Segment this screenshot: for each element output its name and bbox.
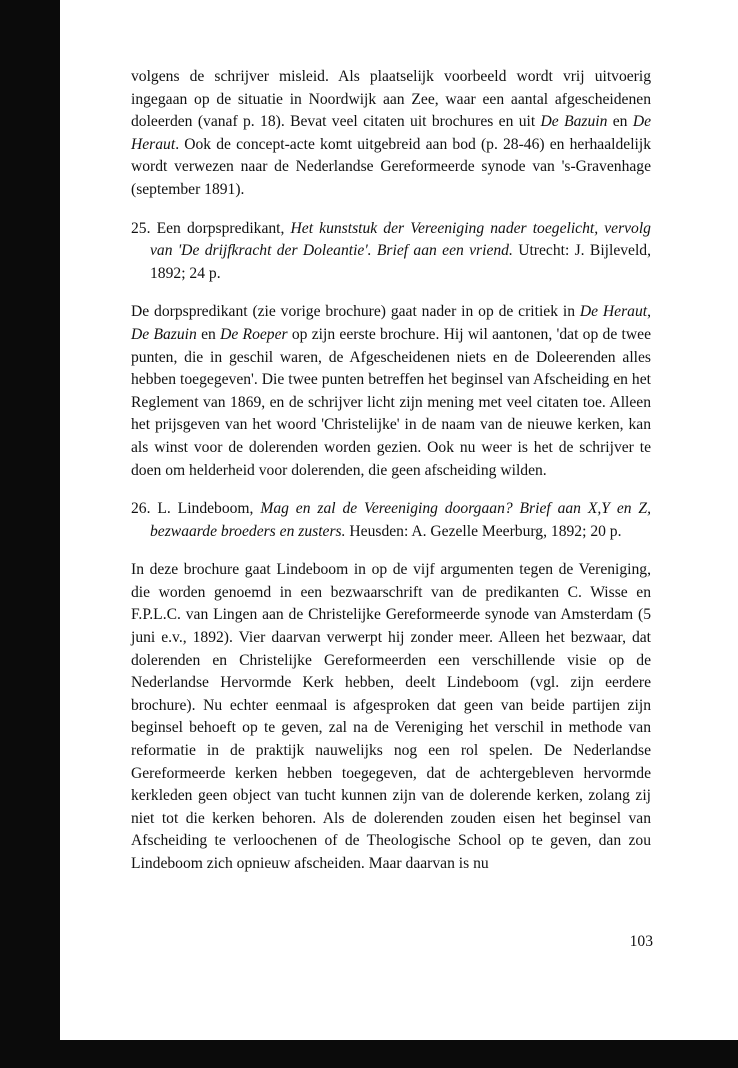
entry-imprint: Heusden: A. Gezelle Meerburg, 1892; 20 p. — [345, 522, 622, 540]
entry-number: 25. — [131, 219, 151, 237]
paragraph-annotation-25 — [131, 301, 651, 482]
text-run: en — [607, 113, 633, 131]
entry-author: L. Lindeboom, — [150, 500, 261, 518]
entry-number: 26. — [131, 500, 151, 518]
paragraph-annotation-26: In deze brochure gaat Lindeboom in op de vijf argumenten tegen de Vereniging, die worden genoemd in een bezwaarschrift van de predikanten C. Wisse en F.P.L.C. van Lingen aan de Christelijke Gereformeerde synode van Amsterdam (5 juni e.v., 1892). Vier daarvan verwerpt hij zonder meer. Alleen het bezwaar, dat dolerenden en Christelijke Gereformeerden een verschillende visie op de Nederlandse Hervormde Kerk hebben, deelt Lindeboom (vgl. zijn eerdere brochure). Nu echter eenmaal is afgesproken dat geen van beide partijen zijn beginsel behoeft op te geven, zal na de Vereniging het verschil in methode van reformatie in de praktijk nauwelijks nog een rol spelen. De Nederlandse Gereformeerde kerken hebben toegegeven, dat de achtergebleven hervormde kerkleden geen object van tucht kunnen zijn van de dolerende kerken, zolang zij niet tot die kerken behoren. Als de dolerenden zouden eisen het beginsel van Afscheiding te verloochenen of de Theologische School op te geven, dan zou Lindeboom zich opnieuw afscheiden. Maar daarvan is nu — [131, 561, 651, 872]
italic-title: De Bazuin — [131, 325, 197, 343]
italic-title: De Heraut — [579, 303, 648, 321]
text-run: en — [196, 325, 221, 343]
entry-title: Het kunststuk der Vereeniging nader toegelicht, vervolg van 'De drijfkracht der Doleantie'. Brief aan een vriend. — [150, 219, 651, 260]
scan-border-left — [0, 0, 60, 1068]
entry-author: Een dorpspredikant, — [150, 219, 291, 237]
text-run: op zijn eerste brochure. Hij wil aantonen, 'dat op de twee punten, die in geschil waren, de Afgescheidenen niets en de Doleerenden alles hebben toegegeven'. Die twee punten betreffen het beginsel van Afscheiding en het Reglement van 1869, en de schrijver licht zijn mening met veel citaten toe. Alleen het prijsgeven van het woord 'Christelijke' in de naam van de nieuwe kerken, kan als winst voor de dolerenden worden gezien. Ook nu weer is het de schrijver te doen om helderheid voor dolerenden, die geen afscheiding wilden. — [131, 325, 651, 479]
page-body — [131, 66, 651, 892]
paragraph-continuation — [131, 66, 651, 202]
page-number: 103 — [629, 933, 653, 950]
entry-title: Mag en zal de Vereeniging doorgaan? Brief aan X,Y en Z, bezwaarde broeders en zusters. — [150, 500, 651, 540]
text-run: volgens de schrijver misleid. Als plaatselijk voorbeeld wordt vrij uitvoerig ingegaan op de situatie in Noordwijk aan Zee, waar een aantal afgescheidenen doleerden (vanaf p. 18). Bevat veel citaten uit brochures en uit — [131, 68, 651, 131]
text-run: . Ook de concept-acte komt uitgebreid aan bod (p. 28-46) en herhaaldelijk wordt verwezen naar de Nederlandse Gereformeerde synode van 's-Gravenhage (september 1891). — [131, 135, 651, 198]
text-run: , — [647, 303, 651, 321]
italic-title: De Bazuin — [540, 113, 608, 131]
bibliography-entry-25 — [131, 218, 651, 286]
scan-border-bottom — [0, 1040, 738, 1068]
text-run: De dorpspredikant (zie vorige brochure) gaat nader in op de critiek in — [131, 303, 580, 321]
bibliography-entry-26 — [131, 498, 651, 543]
italic-title: De Heraut — [131, 113, 652, 153]
italic-title: De Roeper — [220, 325, 288, 343]
entry-imprint: Utrecht: J. Bijleveld, 1892; 24 p. — [150, 242, 651, 282]
